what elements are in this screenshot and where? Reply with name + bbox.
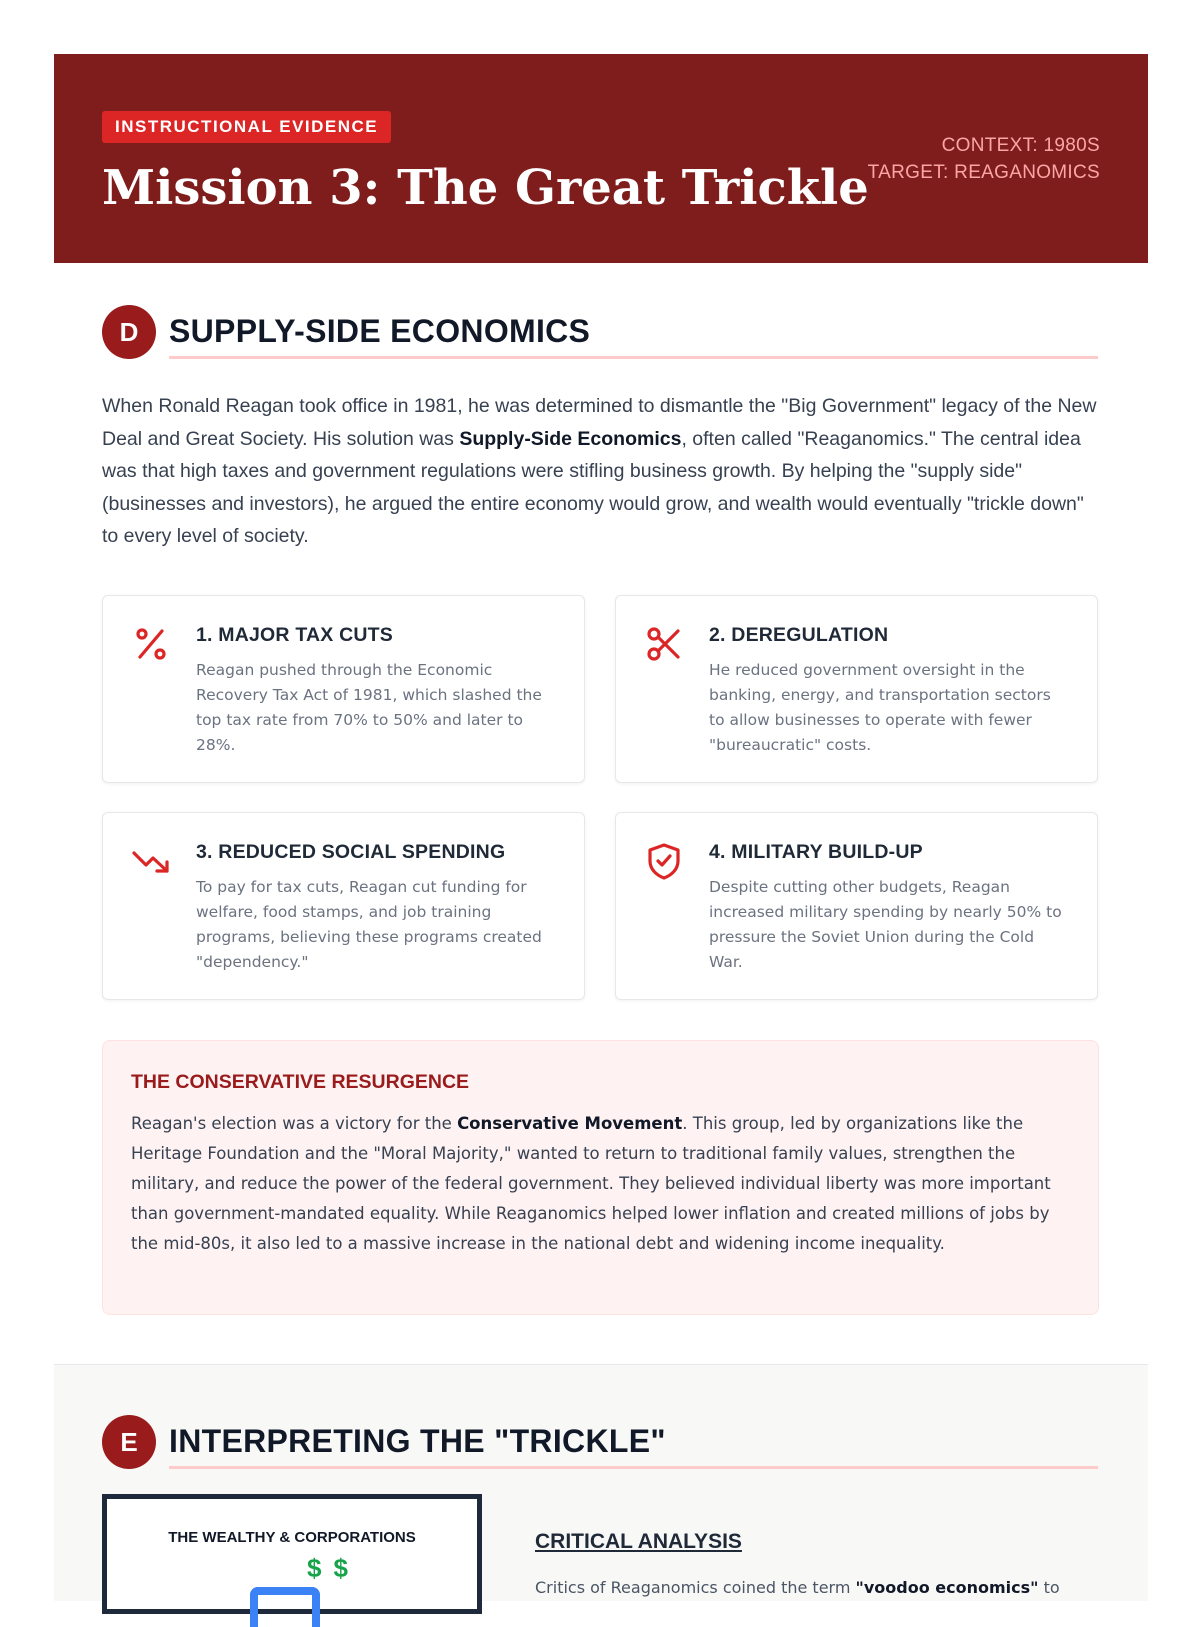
card-text: He reduced government oversight in the banking, energy, and transportation sectors to allow businesses to operate with fewer "bureaucratic" costs. (709, 661, 1051, 754)
dollar-icon: $ (307, 1553, 322, 1583)
callout-text: Reagan's election was a victory for the Conservative Movement. This group, led by organizations like the Heritage Foundation and the "Moral Majority," wanted to return to traditional family values, strengthen the military, and reduce the power of the federal government. They believed individual liberty was more important than government-mandated equality. While Reaganomics helped lower inflation and created millions of jobs by the mid-80s, it also led to a massive increase in the national debt and widening income inequality. (131, 1114, 1051, 1253)
card-military (615, 812, 1098, 1000)
section-e-header (102, 1415, 1098, 1475)
card-social-spending (102, 812, 585, 1000)
section-d-header (102, 305, 1098, 365)
card-deregulation (615, 595, 1098, 783)
context-label: CONTEXT: 1980S (941, 135, 1100, 156)
supply-side-term: Supply-Side Economics (459, 427, 682, 450)
section-e-title: INTERPRETING THE "TRICKLE" (169, 1423, 666, 1459)
dollar-icons (307, 1553, 360, 1584)
mission-title: Mission 3: The Great Trickle (102, 160, 869, 216)
context-info (868, 132, 1100, 186)
shield-check-icon (644, 841, 684, 881)
card-text: Reagan pushed through the Economic Recovery Tax Act of 1981, which slashed the top tax rate from 70% to 50% and later to 28%. (196, 661, 542, 754)
section-d-marker: D (102, 305, 156, 359)
callout-title: THE CONSERVATIVE RESURGENCE (131, 1071, 470, 1093)
diagram-label: THE WEALTHY & CORPORATIONS (168, 1529, 416, 1546)
voodoo-economics-term: "voodoo economics" (855, 1578, 1039, 1597)
card-tax-cuts (102, 595, 585, 783)
conservative-resurgence-callout (102, 1040, 1099, 1315)
trickle-diagram (102, 1494, 482, 1614)
critical-analysis-text: Critics of Reaganomics coined the term "voodoo economics" to (535, 1578, 1060, 1597)
target-label: TARGET: REAGANOMICS (867, 162, 1100, 183)
supply-side-intro: When Ronald Reagan took office in 1981, he was determined to dismantle the "Big Government" legacy of the New Deal and Great Society. His solution was Supply-Side Economics, often called "Reaganomics." The central idea was that high taxes and government regulations were stifling business growth. By helping the "supply side" (businesses and investors), he argued the entire economy would grow, and wealth would eventually "trickle down" to every level of society. (102, 395, 1097, 547)
scissors-icon (644, 624, 684, 664)
bucket-icon (250, 1587, 320, 1627)
mission-header (54, 54, 1148, 263)
card-title: 1. MAJOR TAX CUTS (196, 624, 393, 646)
card-text: To pay for tax cuts, Reagan cut funding for welfare, food stamps, and job training programs, believing these programs created "dependency." (196, 878, 542, 971)
trending-down-icon (131, 841, 171, 881)
evidence-badge: INSTRUCTIONAL EVIDENCE (102, 111, 391, 143)
section-e-marker: E (102, 1415, 156, 1469)
conservative-movement-term: Conservative Movement (457, 1114, 683, 1133)
section-d-rule (169, 356, 1098, 359)
critical-analysis-title: CRITICAL ANALYSIS (535, 1530, 742, 1553)
card-title: 2. DEREGULATION (709, 624, 889, 646)
percent-icon (131, 624, 171, 664)
section-e-rule (169, 1466, 1098, 1469)
card-title: 3. REDUCED SOCIAL SPENDING (196, 841, 506, 863)
section-d-title: SUPPLY-SIDE ECONOMICS (169, 313, 591, 349)
card-text: Despite cutting other budgets, Reagan increased military spending by nearly 50% to pressure the Soviet Union during the Cold War. (709, 878, 1062, 971)
dollar-icon: $ (333, 1553, 348, 1583)
card-title: 4. MILITARY BUILD-UP (709, 841, 923, 863)
